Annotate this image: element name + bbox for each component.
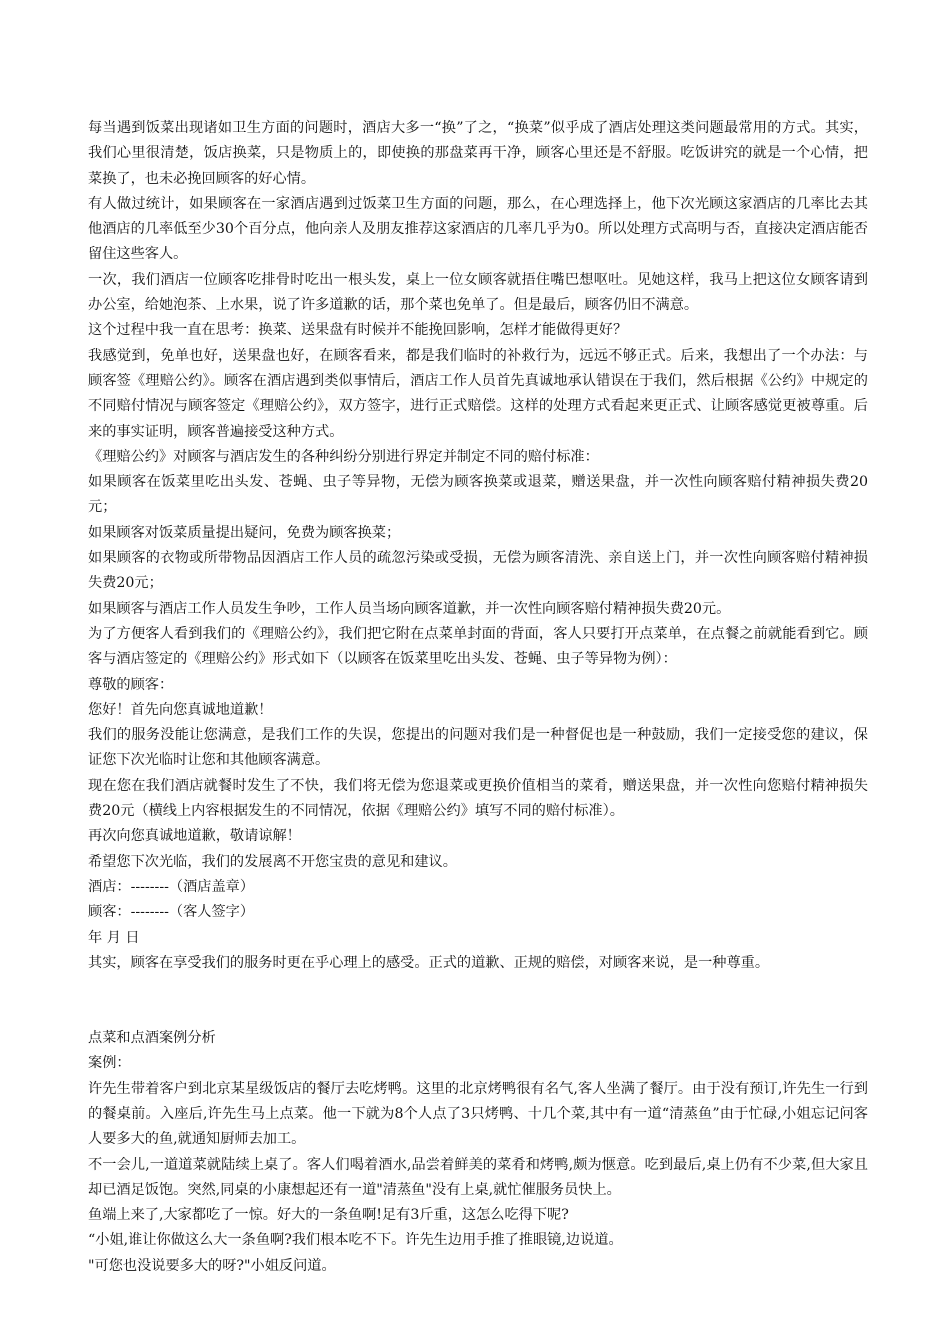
paragraph: 鱼端上来了,大家都吃了一惊。好大的一条鱼啊!足有3斤重，这怎么吃得下呢? <box>88 1207 569 1224</box>
paragraph: 如果顾客与酒店工作人员发生争吵，工作人员当场向顾客道歉，并一次性向顾客赔付精神损失费20元。 <box>88 600 731 617</box>
paragraph: 我们的服务没能让您满意，是我们工作的失误，您提出的问题对我们是一种督促也是一种鼓励，我们一定接受您的建议，保证您下次光临时让您和其他顾客满意。 <box>88 727 868 769</box>
paragraph: 如果顾客的衣物或所带物品因酒店工作人员的疏忽污染或受损，无偿为顾客清洗、亲自送上门，并一次性向顾客赔付精神损失费20元； <box>88 550 868 592</box>
document-page <box>88 116 868 1279</box>
paragraph: 希望您下次光临，我们的发展离不开您宝贵的意见和建议。 <box>88 853 457 870</box>
paragraph: 一次，我们酒店一位顾客吃排骨时吃出一根头发，桌上一位女顾客就捂住嘴巴想呕吐。见她这样，我马上把这位女顾客请到办公室，给她泡茶、上水果，说了许多道歉的话，那个菜也免单了。但是最后，顾客仍旧不满意。 <box>88 271 868 314</box>
paragraph: 不一会儿,一道道菜就陆续上桌了。客人们喝着酒水,品尝着鲜美的菜肴和烤鸭,颇为惬意。吃到最后,桌上仍有不少菜,但大家且却已酒足饭饱。突然,同桌的小康想起还有一道"清蒸鱼"没有上桌,就忙催服务员快上。 <box>88 1156 868 1198</box>
customer-signature-line: 顾客：--------（客人签字） <box>88 904 255 921</box>
paragraph: 为了方便客人看到我们的《理赔公约》，我们把它附在点菜单封面的背面，客人只要打开点菜单，在点餐之前就能看到它。顾客与酒店签定的《理赔公约》形式如下（以顾客在饭菜里吃出头发、苍蝇、虫子等异物为例）： <box>88 625 868 668</box>
paragraph: 有人做过统计，如果顾客在一家酒店遇到过饭菜卫生方面的问题，那么，在心理选择上，他下次光顾这家酒店的几率比去其他酒店的几率低至少30个百分点，他向亲人及朋友推荐这家酒店的几率几乎为0。所以处理方式高明与否，直接决定酒店能否留住这些客人。 <box>88 195 868 263</box>
paragraph: 许先生带着客户到北京某星级饭店的餐厅去吃烤鸭。这里的北京烤鸭很有名气,客人坐满了餐厅。由于没有预订,许先生一行到的餐桌前。入座后,许先生马上点菜。他一下就为8个人点了3只烤鸭、十几个菜,其中有一道“清蒸鱼”由于忙碌,小姐忘记问客人要多大的鱼,就通知厨师去加工。 <box>88 1080 868 1148</box>
paragraph: 现在您在我们酒店就餐时发生了不快，我们将无偿为您退菜或更换价值相当的菜肴，赠送果盘，并一次性向您赔付精神损失费20元（横线上内容根据发生的不同情况，依据《理赔公约》填写不同的赔付标准）。 <box>88 777 868 820</box>
paragraph: 这个过程中我一直在思考：换菜、送果盘有时候并不能挽回影响，怎样才能做得更好？ <box>88 322 628 339</box>
paragraph: 您好！首先向您真诚地道歉！ <box>88 701 273 718</box>
paragraph: 如果顾客对饭菜质量提出疑问，免费为顾客换菜； <box>88 524 401 541</box>
paragraph: “小姐,谁让你做这么大一条鱼啊?我们根本吃不下。许先生边用手推了推眼镜,边说道。 <box>88 1232 623 1249</box>
paragraph: 我感觉到，免单也好，送果盘也好，在顾客看来，都是我们临时的补救行为，远远不够正式。后来，我想出了一个办法：与顾客签《理赔公约》。顾客在酒店遇到类似事情后，酒店工作人员首先真诚地承认错误在于我们，然后根据《公约》中规定的不同赔付情况与顾客签定《理赔公约》，双方签字，进行正式赔偿。这样的处理方式看起来更正式、让顾客感觉更被尊重。后来的事实证明，顾客普遍接受这种方式。 <box>88 347 868 440</box>
section-gap <box>88 976 868 1026</box>
paragraph: "可您也没说要多大的呀?"小姐反问道。 <box>88 1257 336 1274</box>
paragraph: 其实，顾客在享受我们的服务时更在乎心理上的感受。正式的道歉、正规的赔偿，对顾客来说，是一种尊重。 <box>88 954 770 971</box>
paragraph: 如果顾客在饭菜里吃出头发、苍蝇、虫子等异物，无偿为顾客换菜或退菜，赠送果盘，并一次性向顾客赔付精神损失费20元； <box>88 474 868 516</box>
letter-salutation: 尊敬的顾客： <box>88 676 174 693</box>
section-heading: 点菜和点酒案例分析 <box>88 1030 216 1047</box>
section-case-study <box>88 1026 868 1279</box>
hotel-signature-line: 酒店：--------（酒店盖章） <box>88 878 255 895</box>
paragraph: 《理赔公约》对顾客与酒店发生的各种纠纷分别进行界定并制定不同的赔付标准： <box>88 448 599 465</box>
section-compensation-policy <box>88 116 868 976</box>
date-line: 年 月 日 <box>88 929 140 946</box>
paragraph: 每当遇到饭菜出现诸如卫生方面的问题时，酒店大多一“换”了之，“换菜”似乎成了酒店处理这类问题最常用的方式。其实，我们心里很清楚，饭店换菜，只是物质上的，即使换的那盘菜再干净，顾客心里还是不舒服。吃饭讲究的就是一个心情，把菜换了，也未必挽回顾客的好心情。 <box>88 120 868 187</box>
paragraph: 再次向您真诚地道歉，敬请谅解！ <box>88 828 301 845</box>
case-label: 案例： <box>88 1055 131 1072</box>
